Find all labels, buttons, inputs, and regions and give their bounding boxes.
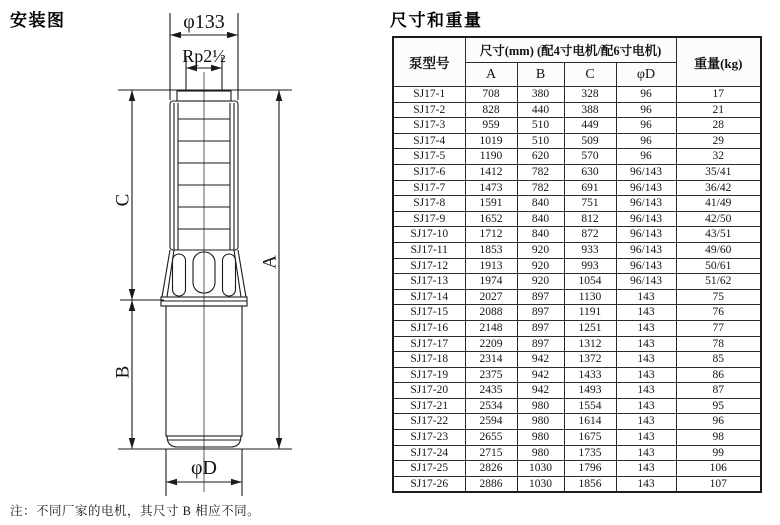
a-cell: 2715 bbox=[465, 445, 517, 461]
c-cell: 1130 bbox=[564, 289, 616, 305]
model-cell: SJ17-20 bbox=[393, 383, 465, 399]
dim-label-c: C bbox=[112, 193, 134, 207]
phid-cell: 96/143 bbox=[616, 180, 676, 196]
b-cell: 980 bbox=[517, 445, 564, 461]
dimensions-table bbox=[392, 36, 762, 493]
col-header-phid: φD bbox=[616, 63, 676, 87]
c-cell: 872 bbox=[564, 227, 616, 243]
model-cell: SJ17-2 bbox=[393, 102, 465, 118]
weight-cell: 41/49 bbox=[676, 196, 761, 212]
c-cell: 1614 bbox=[564, 414, 616, 430]
phid-cell: 143 bbox=[616, 476, 676, 492]
b-cell: 897 bbox=[517, 336, 564, 352]
phid-cell: 143 bbox=[616, 352, 676, 368]
weight-cell: 75 bbox=[676, 289, 761, 305]
b-cell: 920 bbox=[517, 274, 564, 290]
model-cell: SJ17-26 bbox=[393, 476, 465, 492]
weight-cell: 28 bbox=[676, 118, 761, 134]
b-cell: 510 bbox=[517, 118, 564, 134]
weight-cell: 95 bbox=[676, 398, 761, 414]
c-cell: 1054 bbox=[564, 274, 616, 290]
col-header-weight: 重量(kg) bbox=[676, 37, 761, 87]
col-header-b: B bbox=[517, 63, 564, 87]
table-row bbox=[393, 196, 761, 212]
a-cell: 2088 bbox=[465, 305, 517, 321]
table-row bbox=[393, 289, 761, 305]
phid-cell: 143 bbox=[616, 414, 676, 430]
dim-label-top-diameter: φ133 bbox=[183, 11, 225, 33]
c-cell: 933 bbox=[564, 242, 616, 258]
weight-cell: 99 bbox=[676, 445, 761, 461]
a-cell: 959 bbox=[465, 118, 517, 134]
model-cell: SJ17-24 bbox=[393, 445, 465, 461]
weight-cell: 107 bbox=[676, 476, 761, 492]
table-row bbox=[393, 336, 761, 352]
c-cell: 1372 bbox=[564, 352, 616, 368]
model-cell: SJ17-11 bbox=[393, 242, 465, 258]
dim-label-bottom-diameter: φD bbox=[191, 457, 217, 479]
phid-cell: 143 bbox=[616, 305, 676, 321]
weight-cell: 96 bbox=[676, 414, 761, 430]
b-cell: 510 bbox=[517, 133, 564, 149]
a-cell: 2826 bbox=[465, 461, 517, 477]
phid-cell: 143 bbox=[616, 367, 676, 383]
c-cell: 1191 bbox=[564, 305, 616, 321]
phid-cell: 143 bbox=[616, 383, 676, 399]
intake-slot-left bbox=[173, 254, 186, 296]
a-cell: 2027 bbox=[465, 289, 517, 305]
b-cell: 942 bbox=[517, 367, 564, 383]
dim-label-thread: Rp2½ bbox=[182, 46, 226, 66]
table-row bbox=[393, 367, 761, 383]
table-row bbox=[393, 352, 761, 368]
weight-cell: 21 bbox=[676, 102, 761, 118]
a-cell: 2375 bbox=[465, 367, 517, 383]
col-header-c: C bbox=[564, 63, 616, 87]
c-cell: 1856 bbox=[564, 476, 616, 492]
installation-diagram bbox=[0, 0, 390, 500]
b-cell: 897 bbox=[517, 289, 564, 305]
weight-cell: 43/51 bbox=[676, 227, 761, 243]
table-body bbox=[393, 87, 761, 493]
table-row bbox=[393, 383, 761, 399]
phid-cell: 96 bbox=[616, 87, 676, 103]
phid-cell: 143 bbox=[616, 398, 676, 414]
model-cell: SJ17-6 bbox=[393, 164, 465, 180]
table-row bbox=[393, 149, 761, 165]
table-row bbox=[393, 445, 761, 461]
dim-label-b: B bbox=[112, 365, 134, 379]
phid-cell: 96/143 bbox=[616, 164, 676, 180]
a-cell: 828 bbox=[465, 102, 517, 118]
c-cell: 328 bbox=[564, 87, 616, 103]
a-cell: 1853 bbox=[465, 242, 517, 258]
phid-cell: 96/143 bbox=[616, 242, 676, 258]
b-cell: 380 bbox=[517, 87, 564, 103]
b-cell: 840 bbox=[517, 227, 564, 243]
a-cell: 2655 bbox=[465, 430, 517, 446]
c-cell: 812 bbox=[564, 211, 616, 227]
c-cell: 993 bbox=[564, 258, 616, 274]
model-cell: SJ17-12 bbox=[393, 258, 465, 274]
weight-cell: 49/60 bbox=[676, 242, 761, 258]
installation-diagram-title: 安装图 bbox=[10, 11, 66, 30]
weight-cell: 98 bbox=[676, 430, 761, 446]
model-cell: SJ17-9 bbox=[393, 211, 465, 227]
phid-cell: 96 bbox=[616, 149, 676, 165]
phid-cell: 143 bbox=[616, 320, 676, 336]
phid-cell: 96 bbox=[616, 133, 676, 149]
phid-cell: 143 bbox=[616, 336, 676, 352]
dimensions-table-wrap bbox=[392, 36, 762, 493]
a-cell: 2534 bbox=[465, 398, 517, 414]
c-cell: 1675 bbox=[564, 430, 616, 446]
table-row bbox=[393, 305, 761, 321]
model-cell: SJ17-10 bbox=[393, 227, 465, 243]
model-cell: SJ17-25 bbox=[393, 461, 465, 477]
weight-cell: 87 bbox=[676, 383, 761, 399]
c-cell: 388 bbox=[564, 102, 616, 118]
model-cell: SJ17-16 bbox=[393, 320, 465, 336]
intake-slot-right bbox=[223, 254, 236, 296]
c-cell: 630 bbox=[564, 164, 616, 180]
b-cell: 897 bbox=[517, 305, 564, 321]
weight-cell: 36/42 bbox=[676, 180, 761, 196]
table-row bbox=[393, 242, 761, 258]
b-cell: 897 bbox=[517, 320, 564, 336]
a-cell: 1652 bbox=[465, 211, 517, 227]
phid-cell: 96/143 bbox=[616, 211, 676, 227]
b-cell: 920 bbox=[517, 242, 564, 258]
a-cell: 2886 bbox=[465, 476, 517, 492]
a-cell: 1473 bbox=[465, 180, 517, 196]
weight-cell: 32 bbox=[676, 149, 761, 165]
table-row bbox=[393, 430, 761, 446]
model-cell: SJ17-18 bbox=[393, 352, 465, 368]
c-cell: 1251 bbox=[564, 320, 616, 336]
col-header-model: 泵型号 bbox=[393, 37, 465, 87]
phid-cell: 143 bbox=[616, 445, 676, 461]
dim-label-a: A bbox=[259, 255, 281, 269]
c-cell: 1796 bbox=[564, 461, 616, 477]
a-cell: 1019 bbox=[465, 133, 517, 149]
model-cell: SJ17-17 bbox=[393, 336, 465, 352]
model-cell: SJ17-21 bbox=[393, 398, 465, 414]
b-cell: 980 bbox=[517, 398, 564, 414]
a-cell: 1412 bbox=[465, 164, 517, 180]
c-cell: 1554 bbox=[564, 398, 616, 414]
model-cell: SJ17-14 bbox=[393, 289, 465, 305]
c-cell: 509 bbox=[564, 133, 616, 149]
model-cell: SJ17-3 bbox=[393, 118, 465, 134]
table-row bbox=[393, 414, 761, 430]
b-cell: 1030 bbox=[517, 461, 564, 477]
table-row bbox=[393, 133, 761, 149]
a-cell: 2209 bbox=[465, 336, 517, 352]
phid-cell: 96 bbox=[616, 102, 676, 118]
a-cell: 1712 bbox=[465, 227, 517, 243]
b-cell: 782 bbox=[517, 180, 564, 196]
phid-cell: 96/143 bbox=[616, 274, 676, 290]
weight-cell: 106 bbox=[676, 461, 761, 477]
b-cell: 942 bbox=[517, 383, 564, 399]
a-cell: 1913 bbox=[465, 258, 517, 274]
b-cell: 942 bbox=[517, 352, 564, 368]
weight-cell: 29 bbox=[676, 133, 761, 149]
table-row bbox=[393, 258, 761, 274]
table-row bbox=[393, 476, 761, 492]
phid-cell: 96 bbox=[616, 118, 676, 134]
a-cell: 2148 bbox=[465, 320, 517, 336]
c-cell: 570 bbox=[564, 149, 616, 165]
col-header-a: A bbox=[465, 63, 517, 87]
footnote: 注：不同厂家的电机，其尺寸 B 相应不同。 bbox=[10, 504, 261, 518]
a-cell: 2435 bbox=[465, 383, 517, 399]
model-cell: SJ17-4 bbox=[393, 133, 465, 149]
weight-cell: 51/62 bbox=[676, 274, 761, 290]
c-cell: 449 bbox=[564, 118, 616, 134]
phid-cell: 96/143 bbox=[616, 258, 676, 274]
table-row bbox=[393, 227, 761, 243]
b-cell: 620 bbox=[517, 149, 564, 165]
model-cell: SJ17-13 bbox=[393, 274, 465, 290]
a-cell: 2594 bbox=[465, 414, 517, 430]
table-row bbox=[393, 398, 761, 414]
weight-cell: 50/61 bbox=[676, 258, 761, 274]
phid-cell: 96/143 bbox=[616, 227, 676, 243]
b-cell: 920 bbox=[517, 258, 564, 274]
table-row bbox=[393, 274, 761, 290]
c-cell: 1433 bbox=[564, 367, 616, 383]
table-row bbox=[393, 102, 761, 118]
model-cell: SJ17-7 bbox=[393, 180, 465, 196]
model-cell: SJ17-15 bbox=[393, 305, 465, 321]
model-cell: SJ17-1 bbox=[393, 87, 465, 103]
weight-cell: 76 bbox=[676, 305, 761, 321]
a-cell: 708 bbox=[465, 87, 517, 103]
b-cell: 840 bbox=[517, 196, 564, 212]
phid-cell: 143 bbox=[616, 430, 676, 446]
table-row bbox=[393, 118, 761, 134]
model-cell: SJ17-23 bbox=[393, 430, 465, 446]
model-cell: SJ17-5 bbox=[393, 149, 465, 165]
b-cell: 440 bbox=[517, 102, 564, 118]
phid-cell: 143 bbox=[616, 461, 676, 477]
weight-cell: 42/50 bbox=[676, 211, 761, 227]
table-row bbox=[393, 164, 761, 180]
weight-cell: 78 bbox=[676, 336, 761, 352]
table-row bbox=[393, 87, 761, 103]
phid-cell: 143 bbox=[616, 289, 676, 305]
c-cell: 691 bbox=[564, 180, 616, 196]
phid-cell: 96/143 bbox=[616, 196, 676, 212]
b-cell: 782 bbox=[517, 164, 564, 180]
weight-cell: 85 bbox=[676, 352, 761, 368]
col-header-dimensions-group: 尺寸(mm) (配4寸电机/配6寸电机) bbox=[465, 37, 676, 63]
b-cell: 1030 bbox=[517, 476, 564, 492]
a-cell: 1190 bbox=[465, 149, 517, 165]
weight-cell: 77 bbox=[676, 320, 761, 336]
c-cell: 1493 bbox=[564, 383, 616, 399]
model-cell: SJ17-22 bbox=[393, 414, 465, 430]
a-cell: 1591 bbox=[465, 196, 517, 212]
table-row bbox=[393, 320, 761, 336]
c-cell: 1735 bbox=[564, 445, 616, 461]
b-cell: 840 bbox=[517, 211, 564, 227]
b-cell: 980 bbox=[517, 430, 564, 446]
model-cell: SJ17-19 bbox=[393, 367, 465, 383]
weight-cell: 86 bbox=[676, 367, 761, 383]
c-cell: 1312 bbox=[564, 336, 616, 352]
a-cell: 2314 bbox=[465, 352, 517, 368]
b-cell: 980 bbox=[517, 414, 564, 430]
model-cell: SJ17-8 bbox=[393, 196, 465, 212]
c-cell: 751 bbox=[564, 196, 616, 212]
a-cell: 1974 bbox=[465, 274, 517, 290]
dimensions-table-title: 尺寸和重量 bbox=[390, 11, 483, 30]
weight-cell: 35/41 bbox=[676, 164, 761, 180]
header-row-1 bbox=[393, 37, 761, 63]
table-row bbox=[393, 211, 761, 227]
table-row bbox=[393, 180, 761, 196]
weight-cell: 17 bbox=[676, 87, 761, 103]
table-row bbox=[393, 461, 761, 477]
